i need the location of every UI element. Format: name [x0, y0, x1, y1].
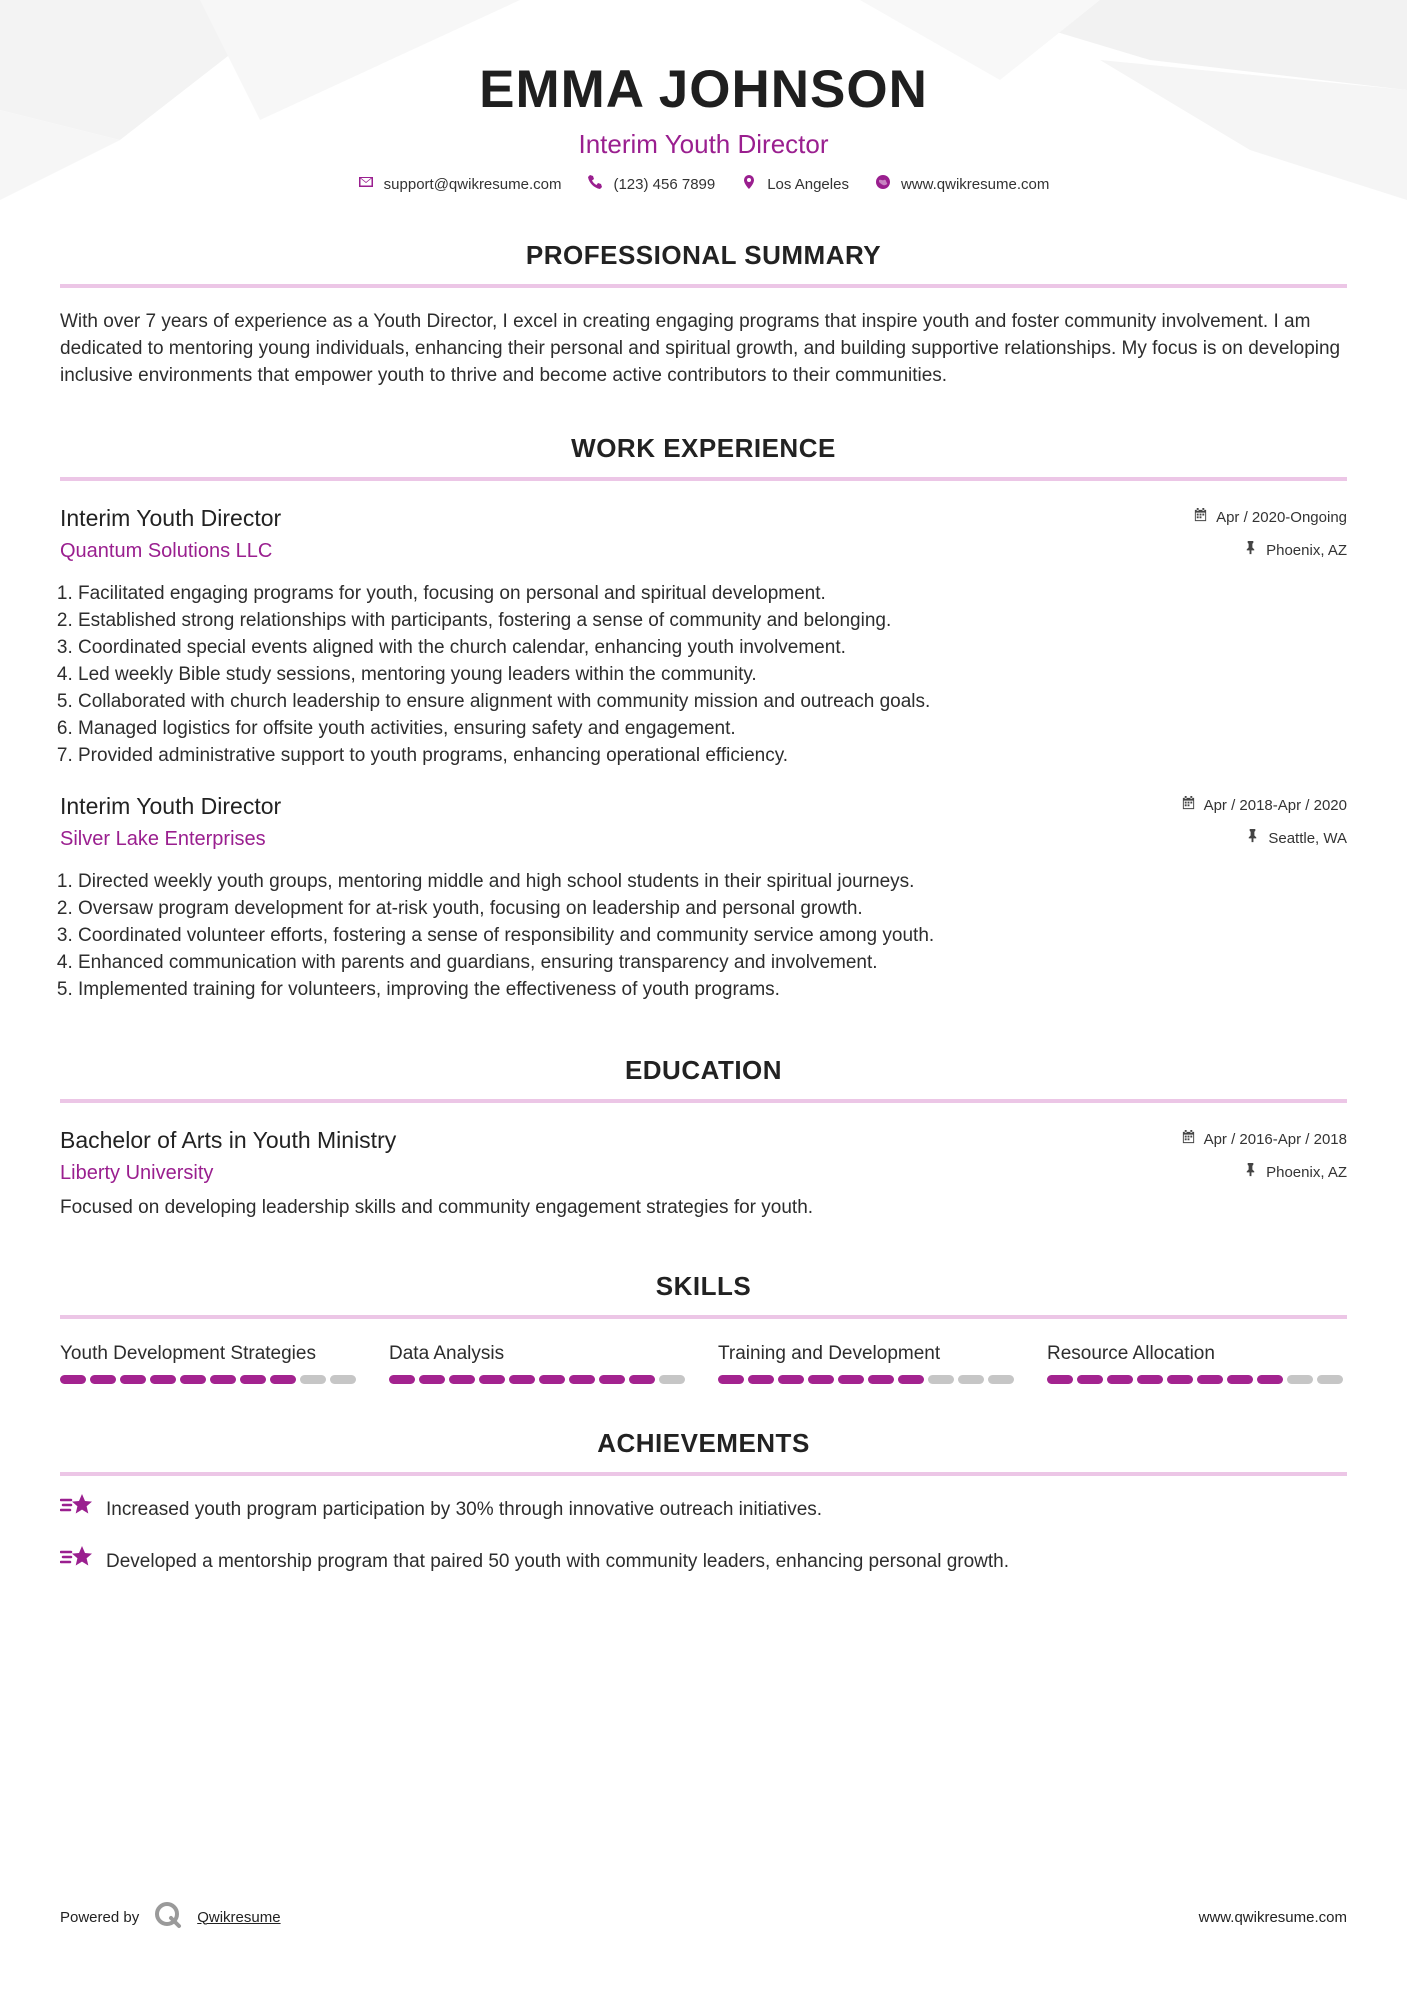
calendar-icon — [1193, 507, 1208, 528]
job-title: Interim Youth Director — [60, 793, 282, 819]
skill-segment-filled — [898, 1375, 924, 1384]
page-footer — [60, 1900, 1347, 1934]
skill-segment-empty — [988, 1375, 1014, 1384]
job-location: Phoenix, AZ — [1266, 541, 1347, 559]
list-item: 4. Led weekly Bible study sessions, mentoring young leaders within the community. — [78, 661, 1347, 688]
skill-segment-filled — [90, 1375, 116, 1384]
skill-segment-filled — [449, 1375, 475, 1384]
skill-segment-empty — [300, 1375, 326, 1384]
shooting-star-icon — [60, 1491, 94, 1528]
list-item: 1. Directed weekly youth groups, mentoring middle and high school students in their spiritual journeys. — [78, 868, 1347, 895]
skill-segment-filled — [629, 1375, 655, 1384]
skill-segment-filled — [1227, 1375, 1253, 1384]
shooting-star-icon — [60, 1543, 94, 1580]
qwikresume-link[interactable]: Qwikresume — [197, 1908, 281, 1926]
contact-bar — [60, 174, 1347, 194]
skill-segment-filled — [60, 1375, 86, 1384]
achievement-item — [60, 1543, 1347, 1580]
powered-by-label: Powered by — [60, 1908, 140, 1926]
skill-segment-filled — [210, 1375, 236, 1384]
section-divider — [60, 477, 1347, 481]
duty-list — [60, 580, 1347, 769]
list-item: 1. Facilitated engaging programs for youth, focusing on personal and spiritual development. — [78, 580, 1347, 607]
skill-item — [1047, 1341, 1347, 1384]
skill-level-bar — [60, 1375, 360, 1384]
section-divider — [60, 1099, 1347, 1103]
pushpin-icon — [1245, 828, 1260, 849]
skill-segment-empty — [659, 1375, 685, 1384]
achievement-text: Increased youth program participation by 30% through innovative outreach initiatives. — [106, 1498, 823, 1520]
job-location: Seattle, WA — [1268, 829, 1347, 847]
achievements-heading: ACHIEVEMENTS — [597, 1428, 810, 1458]
section-divider — [60, 1315, 1347, 1319]
skill-segment-filled — [270, 1375, 296, 1384]
envelope-icon — [358, 174, 374, 194]
calendar-icon — [1181, 1129, 1196, 1150]
achievement-item — [60, 1491, 1347, 1528]
duty-list — [60, 868, 1347, 1003]
list-item: 7. Provided administrative support to youth programs, enhancing operational efficiency. — [78, 742, 1347, 769]
skill-item — [389, 1341, 689, 1384]
skill-segment-empty — [1317, 1375, 1343, 1384]
list-item: 4. Enhanced communication with parents and guardians, ensuring transparency and involvement. — [78, 949, 1347, 976]
section-divider — [60, 284, 1347, 288]
map-pin-icon — [741, 174, 757, 194]
candidate-title: Interim Youth Director — [578, 129, 829, 159]
job-dates: Apr / 2020-Ongoing — [1216, 508, 1347, 526]
skill-item — [718, 1341, 1018, 1384]
qwikresume-logo-icon — [153, 1900, 183, 1934]
education-location: Phoenix, AZ — [1266, 1163, 1347, 1181]
phone-icon — [587, 174, 603, 194]
job-entry — [60, 791, 1347, 1003]
email-text: support@qwikresume.com — [383, 175, 562, 193]
skill-segment-filled — [718, 1375, 744, 1384]
experience-section — [60, 431, 1347, 1003]
contact-phone[interactable] — [587, 174, 715, 194]
skill-segment-filled — [1077, 1375, 1103, 1384]
skill-segment-filled — [868, 1375, 894, 1384]
skill-segment-filled — [150, 1375, 176, 1384]
company-name: Quantum Solutions LLC — [60, 540, 273, 562]
skill-level-bar — [718, 1375, 1018, 1384]
contact-location — [741, 174, 849, 194]
section-divider — [60, 1472, 1347, 1476]
skill-segment-filled — [599, 1375, 625, 1384]
summary-text: With over 7 years of experience as a Youth Director, I excel in creating engaging programs that inspire youth and foster community involvement. I am dedicated to mentoring young individuals, enhancing their personal and spiritual growth, and building supportive relationships. My focus is on developing inclusive environments that empower youth to thrive and become active contributors to their communities. — [60, 311, 1341, 386]
skill-segment-filled — [808, 1375, 834, 1384]
experience-heading: WORK EXPERIENCE — [571, 433, 836, 463]
education-section — [60, 1053, 1347, 1221]
skill-segment-filled — [240, 1375, 266, 1384]
job-entry — [60, 503, 1347, 769]
skill-segment-filled — [180, 1375, 206, 1384]
candidate-name: EMMA JOHNSON — [479, 60, 928, 119]
skill-name: Training and Development — [718, 1343, 941, 1364]
skill-level-bar — [389, 1375, 689, 1384]
skill-segment-empty — [1287, 1375, 1313, 1384]
powered-by — [60, 1900, 281, 1934]
achievement-text: Developed a mentorship program that paired 50 youth with community leaders, enhancing personal growth. — [106, 1550, 1010, 1572]
footer-website[interactable]: www.qwikresume.com — [1198, 1908, 1347, 1926]
skill-item — [60, 1341, 360, 1384]
resume-header — [60, 0, 1347, 194]
skill-segment-filled — [1047, 1375, 1073, 1384]
skill-segment-empty — [928, 1375, 954, 1384]
skill-segment-filled — [419, 1375, 445, 1384]
degree-title: Bachelor of Arts in Youth Ministry — [60, 1127, 397, 1153]
job-title: Interim Youth Director — [60, 505, 282, 531]
pushpin-icon — [1243, 540, 1258, 561]
list-item: 5. Collaborated with church leadership to ensure alignment with community mission and outreach goals. — [78, 688, 1347, 715]
skill-segment-filled — [539, 1375, 565, 1384]
skill-name: Youth Development Strategies — [60, 1343, 316, 1364]
list-item: 6. Managed logistics for offsite youth activities, ensuring safety and engagement. — [78, 715, 1347, 742]
skill-name: Data Analysis — [389, 1343, 505, 1364]
school-name: Liberty University — [60, 1162, 214, 1184]
skill-segment-filled — [1107, 1375, 1133, 1384]
skills-section — [60, 1269, 1347, 1384]
website-text: www.qwikresume.com — [900, 175, 1050, 193]
skill-segment-empty — [958, 1375, 984, 1384]
list-item: 3. Coordinated special events aligned with the church calendar, enhancing youth involvement. — [78, 634, 1347, 661]
list-item: 3. Coordinated volunteer efforts, fostering a sense of responsibility and community service among youth. — [78, 922, 1347, 949]
location-text: Los Angeles — [767, 175, 849, 193]
list-item: 2. Oversaw program development for at-risk youth, focusing on leadership and personal growth. — [78, 895, 1347, 922]
education-dates: Apr / 2016-Apr / 2018 — [1203, 1130, 1347, 1148]
skill-segment-filled — [389, 1375, 415, 1384]
education-entry — [60, 1125, 1347, 1186]
summary-heading: PROFESSIONAL SUMMARY — [525, 240, 882, 270]
skill-segment-filled — [748, 1375, 774, 1384]
skill-segment-filled — [1257, 1375, 1283, 1384]
skill-segment-filled — [1197, 1375, 1223, 1384]
achievements-section — [60, 1426, 1347, 1580]
skills-grid — [60, 1341, 1347, 1384]
calendar-icon — [1181, 795, 1196, 816]
pushpin-icon — [1243, 1162, 1258, 1183]
summary-section — [60, 238, 1347, 389]
list-item: 2. Established strong relationships with participants, fostering a sense of community and belonging. — [78, 607, 1347, 634]
skill-segment-empty — [330, 1375, 356, 1384]
phone-text: (123) 456 7899 — [613, 175, 716, 193]
company-name: Silver Lake Enterprises — [60, 828, 266, 850]
skills-heading: SKILLS — [655, 1271, 752, 1301]
skill-segment-filled — [569, 1375, 595, 1384]
skill-segment-filled — [838, 1375, 864, 1384]
skill-segment-filled — [120, 1375, 146, 1384]
skill-segment-filled — [1137, 1375, 1163, 1384]
education-heading: EDUCATION — [624, 1055, 783, 1085]
contact-website[interactable] — [875, 174, 1049, 194]
skill-segment-filled — [479, 1375, 505, 1384]
list-item: 5. Implemented training for volunteers, improving the effectiveness of youth programs. — [78, 976, 1347, 1003]
education-description: Focused on developing leadership skills and community engagement strategies for youth. — [60, 1197, 814, 1218]
job-dates: Apr / 2018-Apr / 2020 — [1203, 796, 1347, 814]
skill-segment-filled — [509, 1375, 535, 1384]
skill-segment-filled — [778, 1375, 804, 1384]
skill-level-bar — [1047, 1375, 1347, 1384]
skill-segment-filled — [1167, 1375, 1193, 1384]
globe-icon — [875, 174, 891, 194]
skill-name: Resource Allocation — [1047, 1343, 1215, 1364]
contact-email[interactable] — [358, 174, 562, 194]
